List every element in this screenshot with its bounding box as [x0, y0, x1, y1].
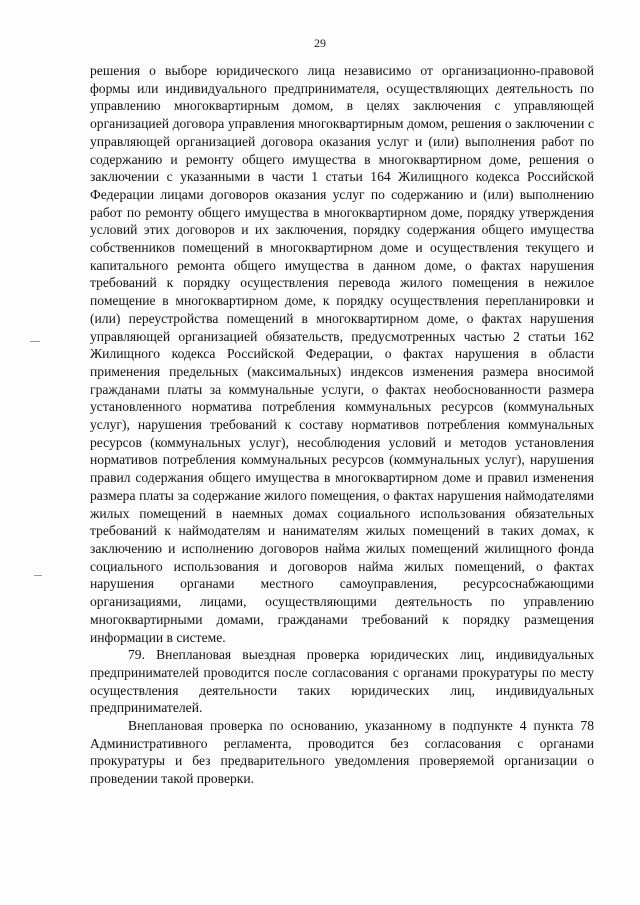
paragraph-continuation: решения о выборе юридического лица независимо от организационно-правовой формы или индивидуального предпринимателя, осуществляющих деятельность по управлению многоквартирным домом, в целях заключения с управляющей организацией договора управления многоквартирным домом, решения о заключении с управляющей организацией договора оказания услуг и (или) выполнения работ по содержанию и ремонту общего имущества в многоквартирном доме, решения о заключении с указанными в части 1 статьи 164 Жилищного кодекса Российской Федерации лицами договоров оказания услуг по содержанию и (или) выполнению работ по ремонту общего имущества в многоквартирном доме, порядку утверждения условий этих договоров и их заключения, порядку содержания общего имущества собственников помещений в многоквартирном доме и осуществления текущего и капитального ремонта общего имущества в данном доме, о фактах нарушения требований к порядку осуществления перевода жилого помещения в нежилое помещение в многоквартирном доме, к порядку осуществления перепланировки и (или) переустройства помещений в многоквартирном доме, о фактах нарушения управляющей организацией обязательств, предусмотренных частью 2 статьи 162 Жилищного кодекса Российской Федерации, о фактах нарушения в области применения предельных (максимальных) индексов изменения размера вносимой гражданами платы за коммунальные услуги, о фактах необоснованности размера установленного норматива потребления коммунальных ресурсов (коммунальных услуг), нарушения требований к составу нормативов потребления коммунальных ресурсов (коммунальных услуг), несоблюдения условий и методов установления нормативов потребления коммунальных ресурсов (коммунальных услуг), нарушения правил содержания общего имущества в многоквартирном доме и правил изменения размера платы за содержание жилого помещения, о фактах нарушения наймодателями жилых помещений в наемных домах социального использования обязательных требований к наймодателям и нанимателям жилых помещений в таких домах, к заключению и исполнению договоров найма жилых помещений жилищного фонда социального использования и договоров найма жилых помещений, о фактах нарушения органами местного самоуправления, ресурсоснабжающими организациями, лицами, осуществляющими деятельность по управлению многоквартирными домами, гражданами требований к порядку размещения информации в системе.	[90, 63, 594, 645]
scan-mark-left-lower	[34, 575, 42, 576]
paragraph-unscheduled-inspection: Внеплановая проверка по основанию, указанному в подпункте 4 пункта 78 Административного регламента, проводится без согласования с органами прокуратуры и без предварительного уведомления проверяемой организации о проведении такой проверки.	[90, 718, 594, 787]
document-body	[90, 62, 594, 788]
paragraph-79: 79. Внеплановая выездная проверка юридических лиц, индивидуальных предпринимателей проводится после согласования с органами прокуратуры по месту осуществления деятельности таких юридических лиц, индивидуальных предпринимателей.	[90, 647, 594, 716]
scan-mark-left-upper	[30, 341, 40, 342]
page-number: 29	[314, 36, 326, 50]
